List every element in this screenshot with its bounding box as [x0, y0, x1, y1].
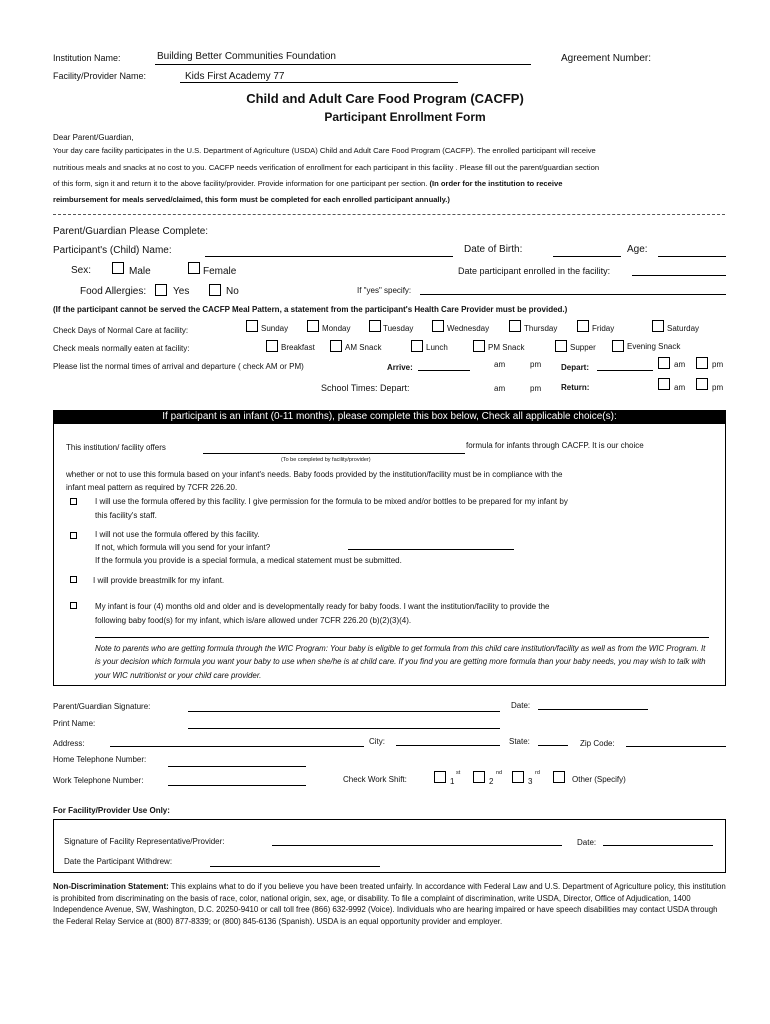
- am-snack-label: AM Snack: [345, 343, 382, 352]
- tuesday-checkbox[interactable]: [369, 320, 381, 332]
- provider-line[interactable]: [180, 82, 458, 83]
- shift-2-checkbox[interactable]: [473, 771, 485, 783]
- return-am-checkbox[interactable]: [658, 378, 670, 390]
- arrive-label: Arrive:: [387, 363, 413, 372]
- pm-snack-checkbox[interactable]: [473, 340, 485, 352]
- form-title: Child and Adult Care Food Program (CACFP): [246, 91, 524, 106]
- friday-label: Friday: [592, 324, 615, 333]
- shift-2-sup: nd: [496, 770, 503, 776]
- rep-signature-label: Signature of Facility Representative/Provider:: [64, 837, 225, 846]
- sig-date-label: Date:: [511, 701, 531, 710]
- arrive-pm: pm: [530, 360, 542, 369]
- shift-3-checkbox[interactable]: [512, 771, 524, 783]
- school-pm: pm: [530, 384, 542, 393]
- allergies-yes-checkbox[interactable]: [155, 284, 167, 296]
- supper-label: Supper: [570, 343, 596, 352]
- shift-1-sup: st: [456, 770, 461, 776]
- male-label: Male: [129, 266, 151, 277]
- offers-tail: formula for infants through CACFP. It is our choice: [466, 441, 644, 450]
- shift-other-label: Other (Specify): [572, 775, 626, 784]
- intro-line-3-plain: of this form, sign it and return it to the above facility/provider. Provide information for one participant per section.: [53, 179, 430, 188]
- lunch-checkbox[interactable]: [411, 340, 423, 352]
- opt2-checkbox[interactable]: [70, 532, 77, 539]
- guardian-signature-label: Parent/Guardian Signature:: [53, 702, 151, 711]
- breakfast-label: Breakfast: [281, 343, 315, 352]
- care-days-label: Check Days of Normal Care at facility:: [53, 326, 189, 335]
- opt2-line-b: If not, which formula will you send for your infant?: [95, 543, 271, 552]
- allergies-no-label: No: [226, 286, 239, 297]
- thursday-checkbox[interactable]: [509, 320, 521, 332]
- zip-label: Zip Code:: [580, 739, 615, 748]
- opt2-line-a: I will not use the formula offered by this facility.: [95, 530, 260, 539]
- opt3-label: I will provide breastmilk for my infant.: [93, 576, 225, 585]
- opt4-line-a: My infant is four (4) months old and older and is developmentally ready for baby foods. I want the institution/facility to provide the: [95, 602, 550, 611]
- female-checkbox[interactable]: [188, 262, 200, 274]
- withdrew-label: Date the Participant Withdrew:: [64, 857, 173, 866]
- meal-pattern-note: (If the participant cannot be served the CACFP Meal Pattern, a statement from the participant's Health Care Provider must be provided.): [53, 305, 568, 314]
- saturday-checkbox[interactable]: [652, 320, 664, 332]
- opt1-checkbox[interactable]: [70, 498, 77, 505]
- facility-date-label: Date:: [577, 838, 597, 847]
- return-label: Return:: [561, 383, 590, 392]
- sig-date-field[interactable]: [538, 709, 648, 710]
- intro-line-3-bold: (In order for the institution to receive: [429, 179, 563, 188]
- return-pm-checkbox[interactable]: [696, 378, 708, 390]
- dob-field[interactable]: [553, 256, 621, 257]
- nondiscrimination-statement: [53, 881, 727, 927]
- infant-line-3: infant meal pattern as required by 7CFR 226.20.: [66, 483, 238, 492]
- depart-am-checkbox[interactable]: [658, 357, 670, 369]
- work-shift-label: Check Work Shift:: [343, 775, 407, 784]
- address-label: Address:: [53, 739, 85, 748]
- opt1-line-a: I will use the formula offered by this facility. I give permission for the formula to be mixed and/or bottles to be prepared for my infant by: [95, 497, 568, 506]
- age-field[interactable]: [658, 256, 726, 257]
- home-phone-label: Home Telephone Number:: [53, 755, 147, 764]
- wic-note: Note to parents who are getting formula through the WIC Program: Your baby is eligible to get formula from this child care institution/facility as well as from the WIC Program. It is your decision which formula you want your baby to use when she/he is at child care. If you find you are getting more formula than your baby needs, you may wish to talk with your WIC nutritionist or your child care provider.: [95, 644, 706, 680]
- facility-date-field[interactable]: [603, 845, 713, 846]
- provider-value: Kids First Academy 77: [185, 71, 285, 82]
- infant-line-2: whether or not to use this formula based on your infant's needs. Baby foods provided by the institution/facility must be in compliance with the: [66, 470, 563, 479]
- school-times-text: School Times: Depart:: [321, 383, 410, 393]
- intro-line-1: Your day care facility participates in the U.S. Department of Agriculture (USDA) Child and Adult Care Food Program (CACFP). The enrolled participant will receive: [53, 146, 596, 155]
- lunch-label: Lunch: [426, 343, 448, 352]
- depart-am: am: [674, 360, 686, 369]
- school-am: am: [494, 384, 506, 393]
- shift-3-sup: rd: [535, 770, 540, 776]
- specify-label: If "yes" specify:: [357, 286, 412, 295]
- friday-checkbox[interactable]: [577, 320, 589, 332]
- shift-2-label: 2: [489, 777, 494, 786]
- home-phone-field[interactable]: [168, 766, 306, 767]
- depart-pm: pm: [712, 360, 724, 369]
- age-label: Age:: [627, 244, 648, 255]
- child-name-label: Participant's (Child) Name:: [53, 245, 172, 256]
- allergies-no-checkbox[interactable]: [209, 284, 221, 296]
- address-field[interactable]: [110, 746, 364, 747]
- depart-field[interactable]: [597, 370, 653, 371]
- print-name-label: Print Name:: [53, 719, 96, 728]
- print-name-field[interactable]: [188, 728, 500, 729]
- return-am: am: [674, 383, 686, 392]
- wednesday-label: Wednesday: [447, 324, 490, 333]
- sex-label: Sex:: [71, 265, 92, 276]
- state-label: State:: [509, 737, 530, 746]
- monday-label: Monday: [322, 324, 351, 333]
- thursday-label: Thursday: [524, 324, 558, 333]
- facility-use-heading: For Facility/Provider Use Only:: [53, 806, 170, 815]
- form-subtitle: Participant Enrollment Form: [324, 110, 486, 124]
- offers-field[interactable]: [203, 453, 465, 454]
- offers-sublabel: (To be completed by facility/provider): [281, 457, 371, 463]
- tuesday-label: Tuesday: [383, 324, 414, 333]
- guardian-signature-field[interactable]: [188, 711, 500, 712]
- shift-other-checkbox[interactable]: [553, 771, 565, 783]
- enrolled-date-field[interactable]: [632, 275, 726, 276]
- school-times-label: [321, 383, 410, 393]
- evening-snack-label: Evening Snack: [627, 342, 681, 351]
- opt3-checkbox[interactable]: [70, 576, 77, 583]
- nondiscrimination-text: This explains what to do if you believe you have been treated unfairly. In accordance with Federal Law and U.S. Department of Agriculture policy, this institution is prohibited from discriminating on the basis of race, color, national origin, sex, age, or disability. To file a complaint of discrimination, write USDA, Director, Office of Adjudication, 1400 Independence Avenue, SW, Washington, D.C. 20250-9410 or call toll free (866) 632-9992 (Voice). Individuals who are hearing impaired or have speech disabilities may contact USDA through the Federal Relay Service at (800) 877-8339; or (800) 845-6136 (Spanish). USDA is an equal opportunity provider and employer.: [53, 882, 726, 926]
- return-pm: pm: [712, 383, 724, 392]
- opt4-checkbox[interactable]: [70, 602, 77, 609]
- am-snack-checkbox[interactable]: [330, 340, 342, 352]
- allergies-yes-label: Yes: [173, 286, 190, 297]
- withdrew-field[interactable]: [210, 866, 380, 867]
- specify-field[interactable]: [420, 294, 726, 295]
- provider-label: Facility/Provider Name:: [53, 71, 147, 81]
- allergies-label: Food Allergies:: [80, 286, 147, 297]
- opt1-line-b: this facility's staff.: [95, 511, 157, 520]
- dob-label: Date of Birth:: [464, 244, 523, 255]
- salutation: Dear Parent/Guardian,: [53, 133, 134, 142]
- depart-pm-checkbox[interactable]: [696, 357, 708, 369]
- monday-checkbox[interactable]: [307, 320, 319, 332]
- institution-value: Building Better Communities Foundation: [157, 51, 336, 62]
- work-phone-field[interactable]: [168, 785, 306, 786]
- male-checkbox[interactable]: [112, 262, 124, 274]
- rep-signature-field[interactable]: [272, 845, 562, 846]
- institution-line[interactable]: [155, 64, 531, 65]
- arrive-field[interactable]: [418, 370, 470, 371]
- offers-label: This institution/ facility offers: [66, 443, 166, 452]
- city-field[interactable]: [396, 745, 500, 746]
- arrive-am: am: [494, 360, 506, 369]
- sunday-label: Sunday: [261, 324, 289, 333]
- evening-snack-checkbox[interactable]: [612, 340, 624, 352]
- intro-line-2: nutritious meals and snacks at no cost to you. CACFP needs verification of enrollment for each participant in this facility . Please fill out the parent/guardian section: [53, 163, 600, 172]
- times-label: Please list the normal times of arrival and departure ( check AM or PM): [53, 362, 304, 371]
- sunday-checkbox[interactable]: [246, 320, 258, 332]
- intro-line-4: reimbursement for meals served/claimed, this form must be completed for each enrolled participant annually.): [53, 195, 450, 204]
- opt2-formula-field[interactable]: [348, 549, 514, 550]
- infant-banner: If participant is an infant (0-11 months), please complete this box below, Check all applicable choice(s):: [53, 410, 726, 424]
- section-heading: Parent/Guardian Please Complete:: [53, 226, 209, 237]
- shift-1-label: 1: [450, 777, 455, 786]
- work-phone-label: Work Telephone Number:: [53, 776, 144, 785]
- supper-checkbox[interactable]: [555, 340, 567, 352]
- state-field[interactable]: [538, 745, 568, 746]
- female-label: Female: [203, 266, 237, 277]
- agreement-label: Agreement Number:: [561, 53, 652, 64]
- enrolled-date-label: Date participant enrolled in the facility:: [458, 266, 611, 276]
- shift-1-checkbox[interactable]: [434, 771, 446, 783]
- intro-line-3: [53, 179, 562, 188]
- saturday-label: Saturday: [667, 324, 700, 333]
- nondiscrimination-heading: Non-Discrimination Statement:: [53, 882, 169, 891]
- city-label: City:: [369, 737, 385, 746]
- child-name-field[interactable]: [205, 256, 453, 257]
- opt2-line-c: If the formula you provide is a special formula, a medical statement must be submitted.: [95, 556, 402, 565]
- wednesday-checkbox[interactable]: [432, 320, 444, 332]
- intro-divider: [53, 214, 725, 215]
- zip-field[interactable]: [626, 746, 726, 747]
- meals-label: Check meals normally eaten at facility:: [53, 344, 190, 353]
- shift-3-label: 3: [528, 777, 533, 786]
- pm-snack-label: PM Snack: [488, 343, 525, 352]
- depart-label: Depart:: [561, 363, 590, 372]
- breakfast-checkbox[interactable]: [266, 340, 278, 352]
- baby-food-field[interactable]: [95, 637, 709, 638]
- opt4-line-b: following baby food(s) for my infant, which is/are allowed under 7CFR 226.20 (b)(2)(3)(4).: [95, 616, 412, 625]
- institution-label: Institution Name:: [53, 53, 121, 63]
